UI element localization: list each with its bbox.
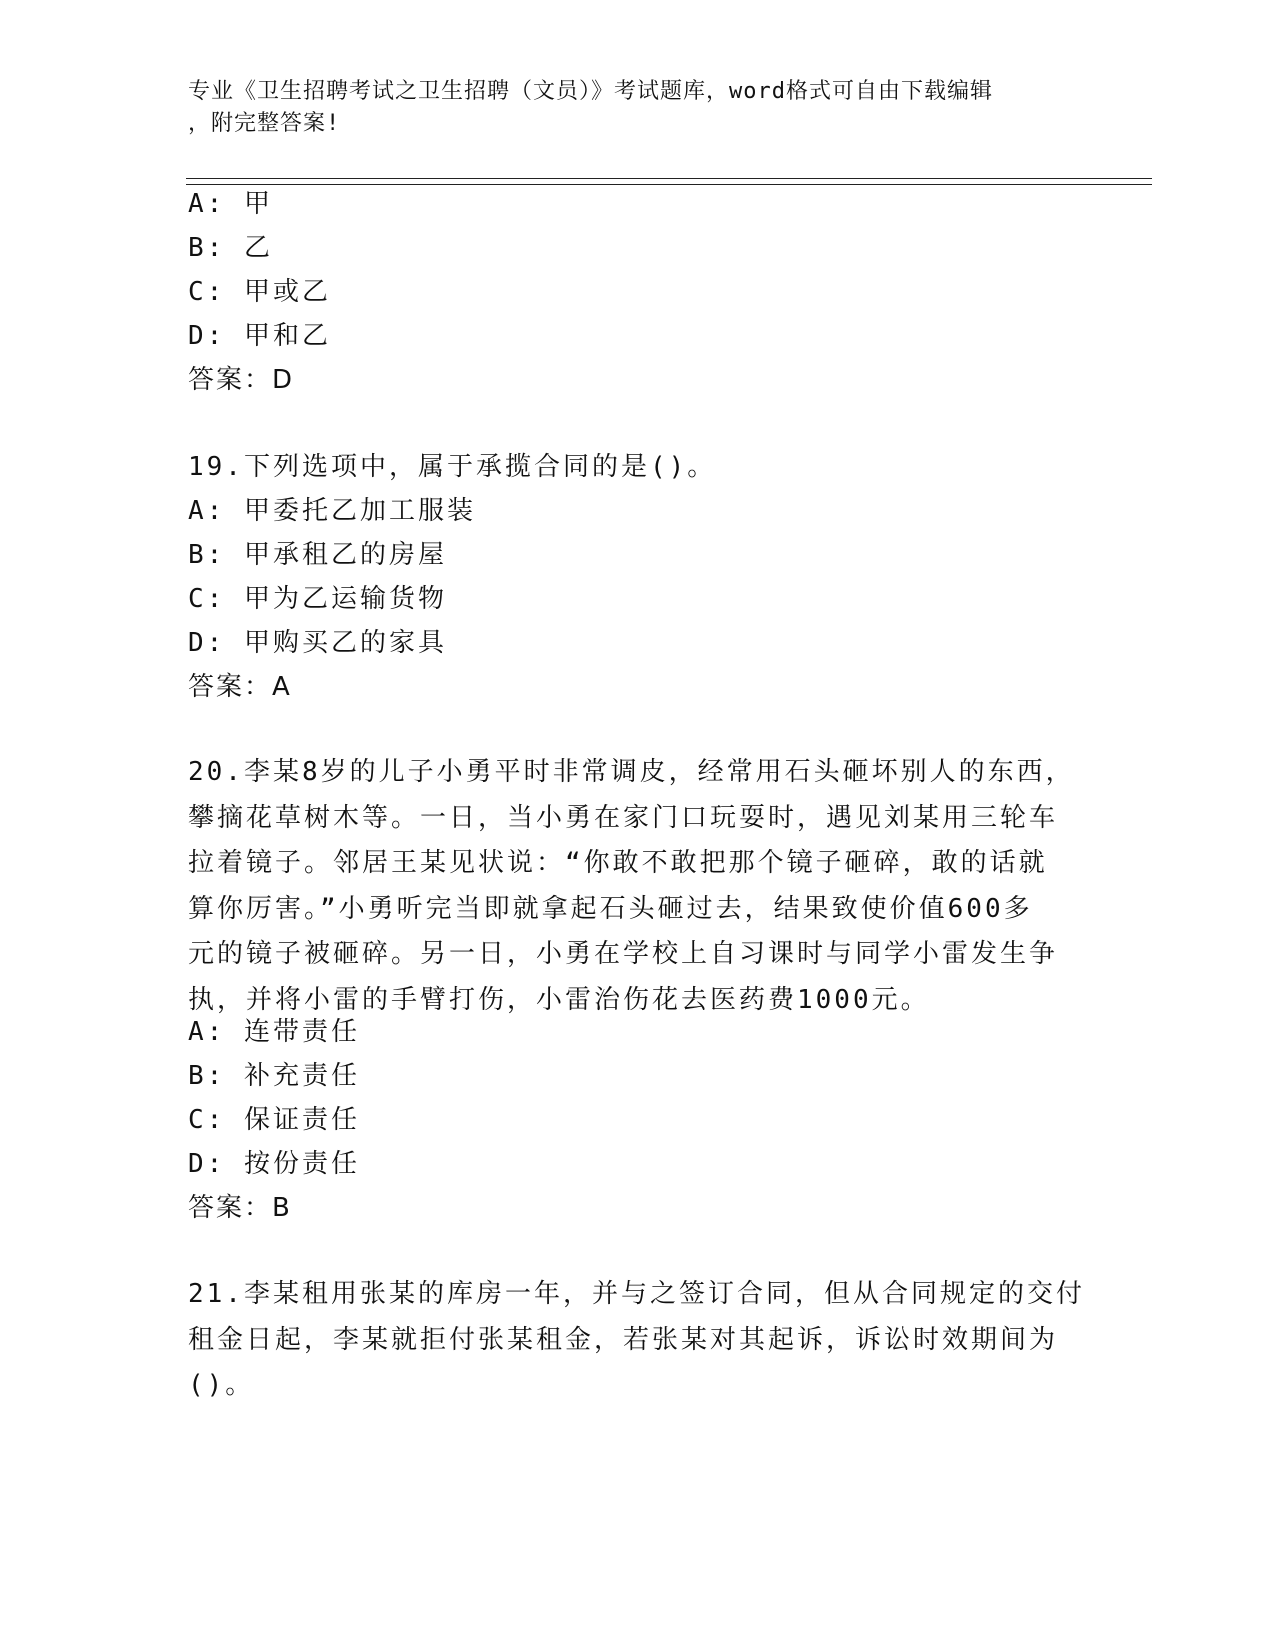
q19-option-d: D: 甲购买乙的家具	[188, 628, 447, 658]
q21-question-line: ()。	[188, 1370, 255, 1400]
document-header	[188, 76, 1068, 140]
header-divider-top	[186, 178, 1152, 179]
q20-answer: 答案：B	[188, 1193, 292, 1223]
q18-option-a: A: 甲	[188, 189, 273, 219]
q19-option-a: A: 甲委托乙加工服装	[188, 496, 476, 526]
header-title-line1: 专业《卫生招聘考试之卫生招聘（文员）》考试题库，word格式可自由下载编辑	[188, 79, 993, 104]
q19-option-c: C: 甲为乙运输货物	[188, 584, 447, 614]
q21-question-line: 21.李某租用张某的库房一年，并与之签订合同，但从合同规定的交付	[188, 1279, 1085, 1309]
q19-question: 19.下列选项中，属于承揽合同的是()。	[188, 452, 717, 482]
q20-question-line: 算你厉害。”小勇听完当即就拿起石头砸过去，结果致使价值600多	[188, 893, 1033, 924]
q20-question-line: 20.李某8岁的儿子小勇平时非常调皮，经常用石头砸坏别人的东西，	[188, 757, 1075, 787]
header-title-line2: ，附完整答案!	[188, 111, 341, 136]
q20-question-line: 执，并将小雷的手臂打伤，小雷治伤花去医药费1000元。	[188, 984, 930, 1015]
q19-answer: 答案：A	[188, 672, 292, 702]
q19-option-b: B: 甲承租乙的房屋	[188, 540, 447, 570]
q18-option-c: C: 甲或乙	[188, 277, 331, 307]
q20-question-line: 拉着镜子。邻居王某见状说：“你敢不敢把那个镜子砸碎，敢的话就	[188, 848, 1048, 878]
q20-question	[188, 750, 1088, 1023]
q20-option-a: A: 连带责任	[188, 1017, 360, 1047]
q20-option-d: D: 按份责任	[188, 1149, 360, 1179]
q18-answer: 答案：D	[188, 365, 295, 395]
q18-option-b: B: 乙	[188, 233, 273, 263]
q20-option-b: B: 补充责任	[188, 1061, 360, 1091]
q20-question-line: 元的镜子被砸碎。另一日，小勇在学校上自习课时与同学小雷发生争	[188, 939, 1059, 969]
header-divider-bottom	[186, 184, 1152, 185]
q20-option-c: C: 保证责任	[188, 1105, 360, 1135]
q21-question-line: 租金日起，李某就拒付张某租金，若张某对其起诉，诉讼时效期间为	[188, 1324, 1059, 1355]
q18-option-d: D: 甲和乙	[188, 321, 331, 351]
q21-question	[188, 1272, 1088, 1409]
q20-question-line: 攀摘花草树木等。一日，当小勇在家门口玩耍时，遇见刘某用三轮车	[188, 802, 1059, 833]
